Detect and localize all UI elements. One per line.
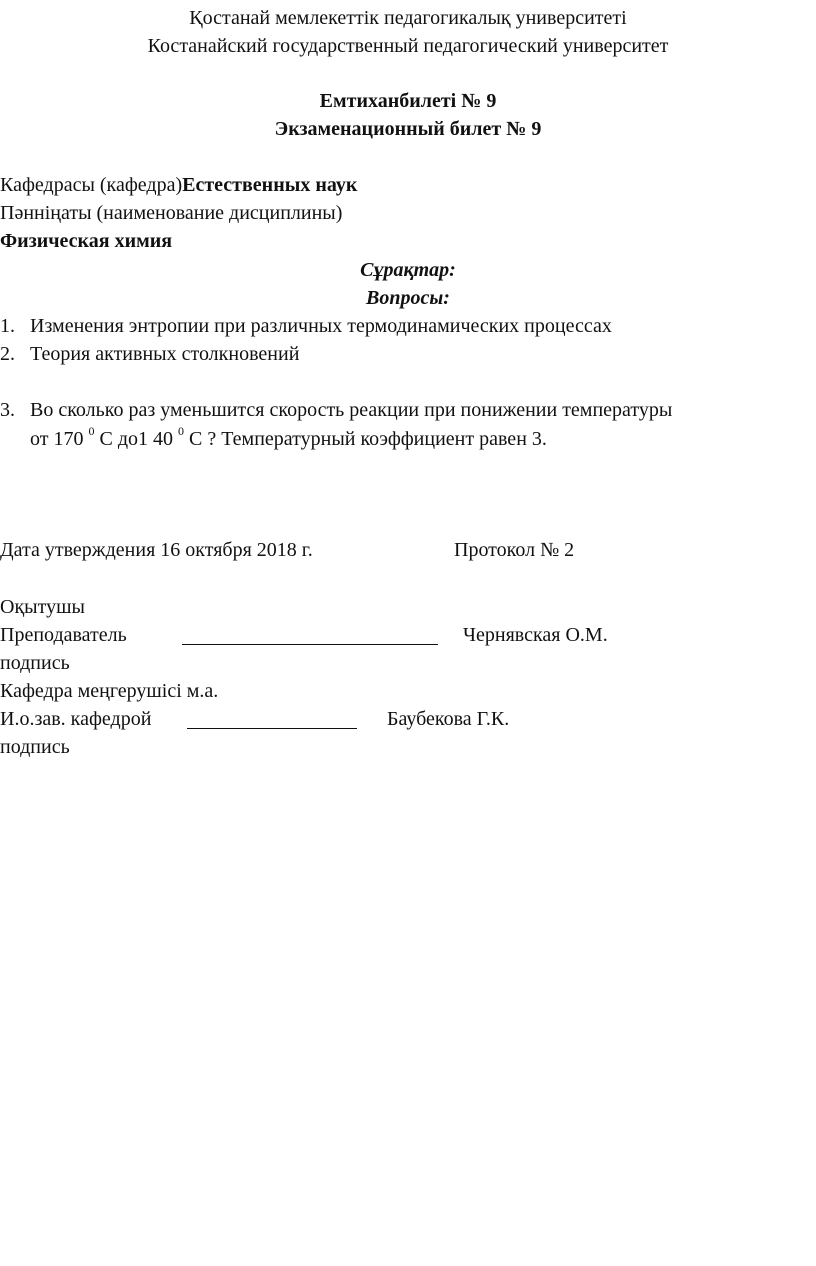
question-item-3 [0, 396, 672, 424]
head-signature-caption: подпись [0, 736, 70, 758]
discipline-label: Пәнніңаты (наименование дисциплины) [0, 202, 343, 224]
question-text-part: С до1 40 [94, 428, 178, 450]
ticket-title-ru: Экзаменационный билет № 9 [274, 118, 542, 140]
question-item-1 [0, 312, 612, 340]
question-number: 1. [0, 315, 15, 337]
teacher-label-kz: Оқытушы [0, 596, 85, 618]
head-signature-line [187, 712, 357, 729]
teacher-label-ru: Преподаватель [0, 624, 127, 646]
department-value: Естественных наук [182, 174, 358, 196]
approval-date: Дата утверждения 16 октября 2018 г. [0, 539, 313, 561]
question-text: Изменения энтропии при различных термодинамических процессах [30, 315, 612, 337]
question-text-part: от 170 [30, 428, 89, 450]
question-text: Теория активных столкновений [30, 343, 300, 365]
degree-superscript: 0 [88, 424, 95, 439]
question-number: 3. [0, 399, 15, 421]
head-label-kz: Кафедра меңгерушісі м.а. [0, 680, 219, 702]
question-number: 2. [0, 343, 15, 365]
department-label: Кафедрасы (кафедра) [0, 174, 183, 196]
question-item-2 [0, 340, 299, 368]
teacher-signature-caption: подпись [0, 652, 70, 674]
question-text-part: С ? Температурный коэффициент равен 3. [184, 428, 547, 450]
ticket-title-kz: Емтиханбилеті № 9 [319, 90, 497, 112]
department-line [0, 171, 357, 199]
head-label-ru: И.о.зав. кафедрой [0, 708, 152, 730]
question-text: Во сколько раз уменьшится скорость реакции при понижении температуры [30, 399, 673, 421]
questions-heading-kz: Сұрақтар: [360, 259, 456, 281]
teacher-signature-line [182, 628, 438, 645]
teacher-name: Чернявская О.М. [463, 624, 608, 646]
questions-heading-ru: Вопросы: [366, 287, 450, 309]
degree-superscript: 0 [178, 424, 184, 439]
discipline-value: Физическая химия [0, 230, 173, 252]
head-name: Баубекова Г.К. [387, 708, 510, 730]
university-name-ru: Костанайский государственный педагогический университет [147, 35, 669, 57]
protocol-number: Протокол № 2 [454, 539, 575, 561]
university-name-kz: Қостанай мемлекеттік педагогикалық университеті [189, 7, 627, 29]
question-item-3-continuation [30, 425, 547, 453]
